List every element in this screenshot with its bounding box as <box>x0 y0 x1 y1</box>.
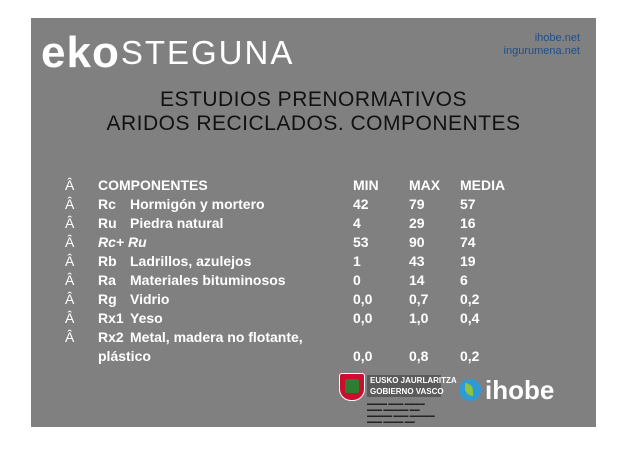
row-min: 1 <box>353 253 361 269</box>
row-code: Rb <box>98 253 117 269</box>
fine-print-line: ▬▬▬ ▬▬▬▬ ▬▬ <box>367 419 415 425</box>
fine-print-line: ▬▬▬▬ ▬▬▬ ▬▬▬▬ <box>367 401 425 407</box>
row-max: 29 <box>409 215 425 231</box>
ihobe-leaf-icon <box>459 379 481 401</box>
ihobe-logo-text: ihobe <box>485 375 555 405</box>
row-max: 1,0 <box>409 310 429 326</box>
fine-print-line: ▬▬▬▬▬ ▬▬▬ ▬▬▬▬▬ <box>367 413 435 419</box>
row-media: 57 <box>460 196 476 212</box>
shield-inner-icon <box>345 379 359 393</box>
logo-steguna-text: STEGUNA <box>120 34 295 71</box>
gov-line-2: GOBIERNO VASCO <box>370 387 444 396</box>
row-min: 4 <box>353 215 361 231</box>
slide-title <box>31 88 596 136</box>
bullet-glyph: Â <box>65 215 75 231</box>
row-media: 6 <box>460 272 468 288</box>
row-media: 16 <box>460 215 476 231</box>
row-min: 0,0 <box>353 310 373 326</box>
row-media: 74 <box>460 234 476 250</box>
row-name: Yeso <box>130 310 163 326</box>
row-code: Rg <box>98 291 117 307</box>
row-name: Materiales bituminosos <box>130 272 286 288</box>
row-min: 0,0 <box>353 348 373 364</box>
row-min: 0,0 <box>353 291 373 307</box>
row-media: 0,2 <box>460 291 480 307</box>
row-code: Ra <box>98 272 116 288</box>
row-name: Metal, madera no flotante, <box>130 329 303 345</box>
row-code: Rc <box>98 196 116 212</box>
bullet-glyph: Â <box>65 329 75 345</box>
header-media: MEDIA <box>460 177 506 193</box>
bullet-glyph: Â <box>65 253 75 269</box>
bullet-glyph: Â <box>65 196 75 212</box>
bullet-glyph: Â <box>65 234 75 250</box>
logo-eko-text: eko <box>41 28 120 77</box>
bullet-glyph: Â <box>65 310 75 326</box>
department-fine-print <box>367 401 447 425</box>
row-code: Rx1 <box>98 310 124 326</box>
row-min: 53 <box>353 234 369 250</box>
row-code: Rx2 <box>98 329 124 345</box>
row-max: 0,7 <box>409 291 429 307</box>
row-code: Ru <box>98 215 117 231</box>
row-max: 14 <box>409 272 425 288</box>
header-components: COMPONENTES <box>98 177 208 193</box>
row-max: 43 <box>409 253 425 269</box>
row-name: Hormigón y mortero <box>130 196 265 212</box>
basque-shield-icon <box>339 373 365 401</box>
row-max: 0,8 <box>409 348 429 364</box>
slide <box>31 18 596 427</box>
link-ingurumena[interactable]: ingurumena.net <box>503 45 580 57</box>
header-min: MIN <box>353 177 379 193</box>
header-links <box>504 32 580 58</box>
row-continuation-text: plástico <box>98 348 151 364</box>
row-min: 0 <box>353 272 361 288</box>
row-name: Piedra natural <box>130 215 224 231</box>
footer-logos <box>331 371 593 427</box>
header-max: MAX <box>409 177 441 193</box>
ihobe-logo <box>459 377 554 403</box>
title-line-1: ESTUDIOS PRENORMATIVOS <box>160 88 467 111</box>
row-code: Rc+ Ru <box>98 234 147 250</box>
row-name: Vidrio <box>130 291 170 307</box>
row-max: 79 <box>409 196 425 212</box>
row-media: 0,2 <box>460 348 480 364</box>
bullet-glyph: Â <box>65 177 75 193</box>
row-media: 0,4 <box>460 310 480 326</box>
row-name: Ladrillos, azulejos <box>130 253 252 269</box>
row-max: 90 <box>409 234 425 250</box>
bullet-glyph: Â <box>65 291 75 307</box>
ekosteguna-logo <box>41 28 295 77</box>
fine-print-line: ▬▬▬ ▬▬▬▬▬ ▬▬ <box>367 407 420 413</box>
gobierno-vasco-logo <box>367 375 457 397</box>
row-media: 19 <box>460 253 476 269</box>
link-ihobe[interactable]: ihobe.net <box>534 32 580 44</box>
title-line-2: ARIDOS RECICLADOS. COMPONENTES <box>106 112 521 135</box>
gov-line-1: EUSKO JAURLARITZA <box>370 376 457 385</box>
bullet-glyph: Â <box>65 272 75 288</box>
row-min: 42 <box>353 196 369 212</box>
